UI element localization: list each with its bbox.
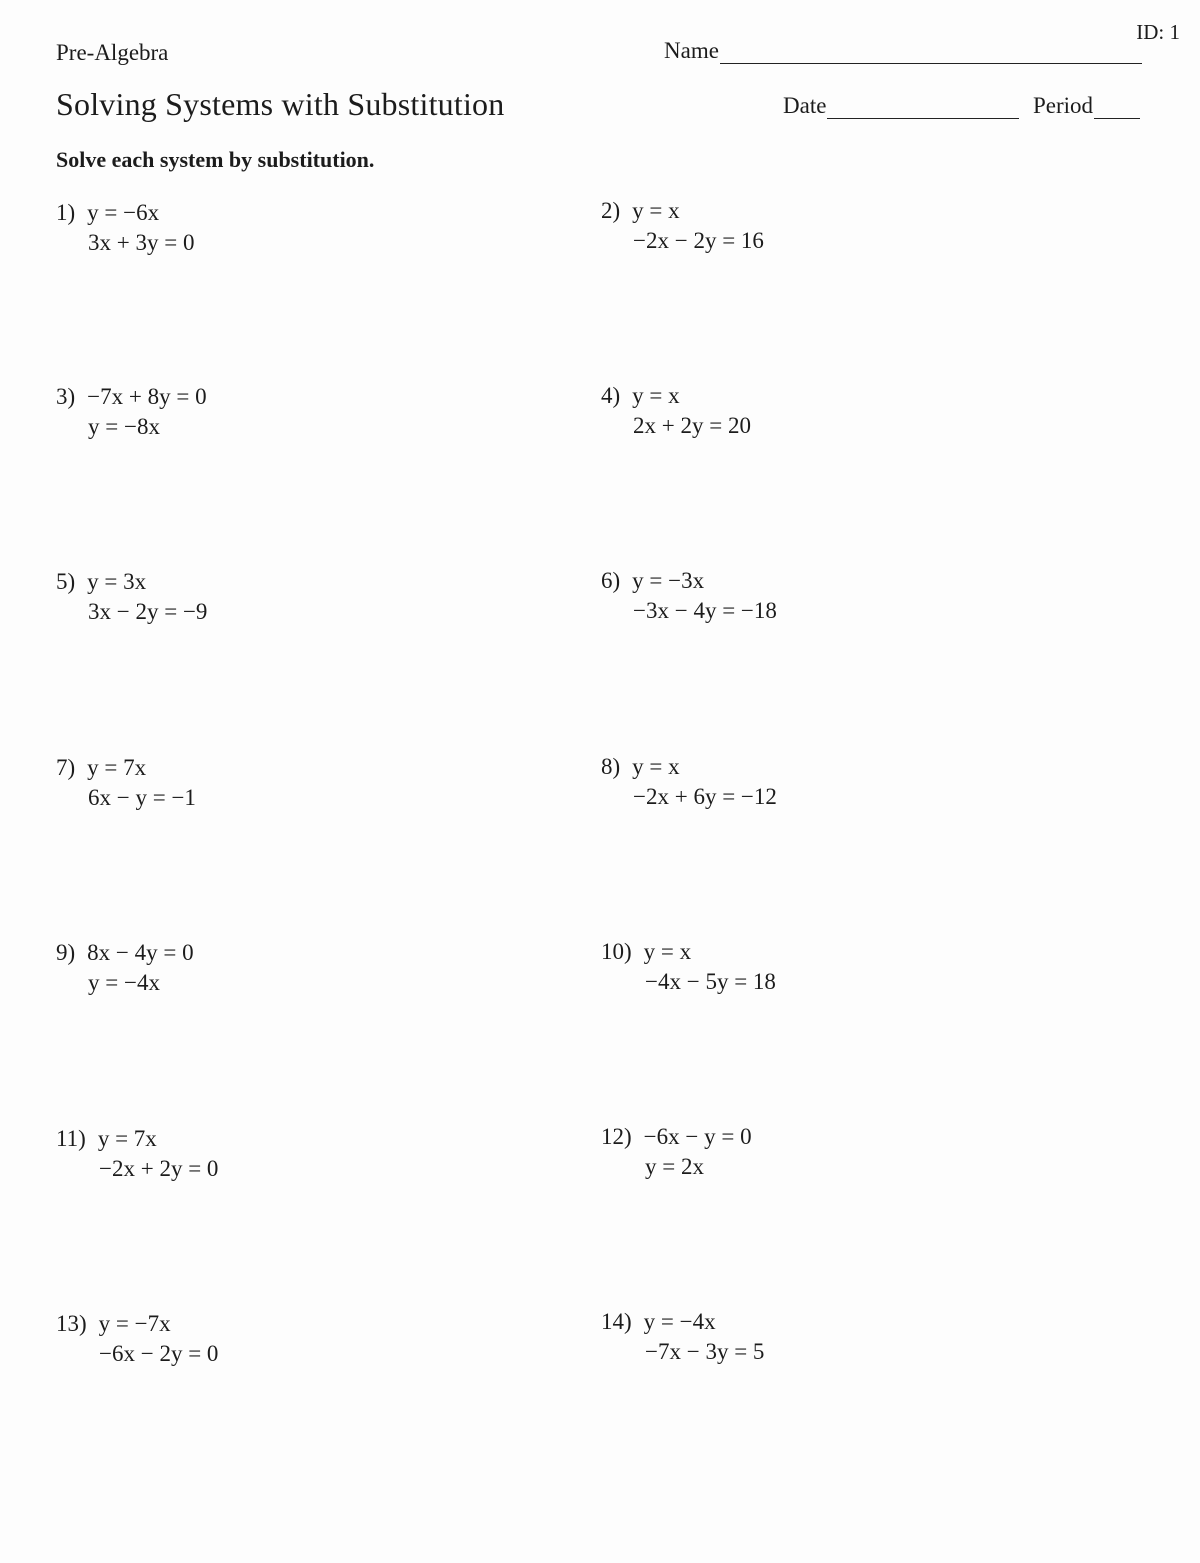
- problem-number: 3): [56, 384, 76, 409]
- equation-2: −7x − 3y = 5: [645, 1339, 765, 1364]
- equation-1: −7x + 8y = 0: [87, 384, 207, 409]
- equation-1: y = 7x: [97, 1126, 157, 1151]
- equation-2: 3x + 3y = 0: [88, 230, 195, 255]
- problem-14: [601, 1307, 764, 1367]
- problem-10: [601, 937, 776, 997]
- problem-number: 5): [56, 569, 76, 594]
- equation-1: y = x: [643, 939, 692, 964]
- problem-number: 14): [601, 1309, 632, 1334]
- problem-12: [601, 1122, 752, 1182]
- equation-2: 6x − y = −1: [88, 785, 196, 810]
- date-label: Date: [783, 93, 827, 118]
- problem-number: 10): [601, 939, 632, 964]
- equation-2: y = 2x: [645, 1154, 704, 1179]
- equation-1: 8x − 4y = 0: [87, 940, 194, 965]
- problem-number: 11): [56, 1126, 86, 1151]
- problem-number: 7): [56, 755, 76, 780]
- problem-number: 6): [601, 568, 621, 593]
- equation-1: y = −6x: [87, 200, 160, 225]
- equation-1: y = −7x: [98, 1311, 171, 1336]
- equation-1: y = 3x: [87, 569, 147, 594]
- name-field: [664, 38, 1142, 64]
- problem-8: [601, 752, 777, 812]
- period-blank-line[interactable]: [1094, 96, 1140, 119]
- equation-1: y = x: [632, 383, 680, 408]
- problem-4: [601, 381, 751, 441]
- instructions: Solve each system by substitution.: [56, 147, 375, 172]
- problem-number: 1): [56, 200, 76, 225]
- problem-1: [56, 198, 194, 258]
- problem-number: 8): [601, 754, 621, 779]
- period-label: Period: [1033, 93, 1094, 118]
- problem-7: [56, 753, 196, 813]
- problem-2: [601, 196, 764, 256]
- problem-6: [601, 566, 777, 626]
- equation-2: y = −4x: [88, 970, 160, 995]
- problem-11: [56, 1124, 218, 1184]
- problem-13: [56, 1309, 218, 1369]
- problem-number: 2): [601, 198, 621, 223]
- equation-1: y = x: [632, 198, 680, 223]
- problem-3: [56, 382, 207, 442]
- problem-number: 9): [56, 940, 76, 965]
- course-name: Pre-Algebra: [56, 40, 169, 65]
- equation-1: y = 7x: [87, 755, 147, 780]
- date-blank-line[interactable]: [827, 96, 1019, 119]
- date-field: [783, 93, 1019, 119]
- equation-2: −6x − 2y = 0: [99, 1341, 219, 1366]
- equation-2: −3x − 4y = −18: [633, 598, 777, 623]
- name-blank-line[interactable]: [720, 41, 1142, 64]
- problem-9: [56, 938, 194, 998]
- equation-2: 2x + 2y = 20: [633, 413, 751, 438]
- name-label: Name: [664, 38, 719, 63]
- problem-number: 13): [56, 1311, 87, 1336]
- equation-2: y = −8x: [88, 414, 160, 439]
- problem-number: 4): [601, 383, 621, 408]
- equation-2: −4x − 5y = 18: [645, 969, 776, 994]
- equation-1: y = −3x: [632, 568, 705, 593]
- equation-2: −2x + 2y = 0: [99, 1156, 219, 1181]
- worksheet-id: ID: 1: [1136, 20, 1180, 44]
- equation-2: 3x − 2y = −9: [88, 599, 208, 624]
- equation-2: −2x + 6y = −12: [633, 784, 777, 809]
- equation-1: y = x: [632, 754, 680, 779]
- worksheet-title: Solving Systems with Substitution: [56, 86, 505, 122]
- problem-number: 12): [601, 1124, 632, 1149]
- equation-1: y = −4x: [643, 1309, 716, 1334]
- equation-2: −2x − 2y = 16: [633, 228, 764, 253]
- problem-5: [56, 567, 207, 627]
- equation-1: −6x − y = 0: [643, 1124, 752, 1149]
- period-field: [1033, 93, 1140, 119]
